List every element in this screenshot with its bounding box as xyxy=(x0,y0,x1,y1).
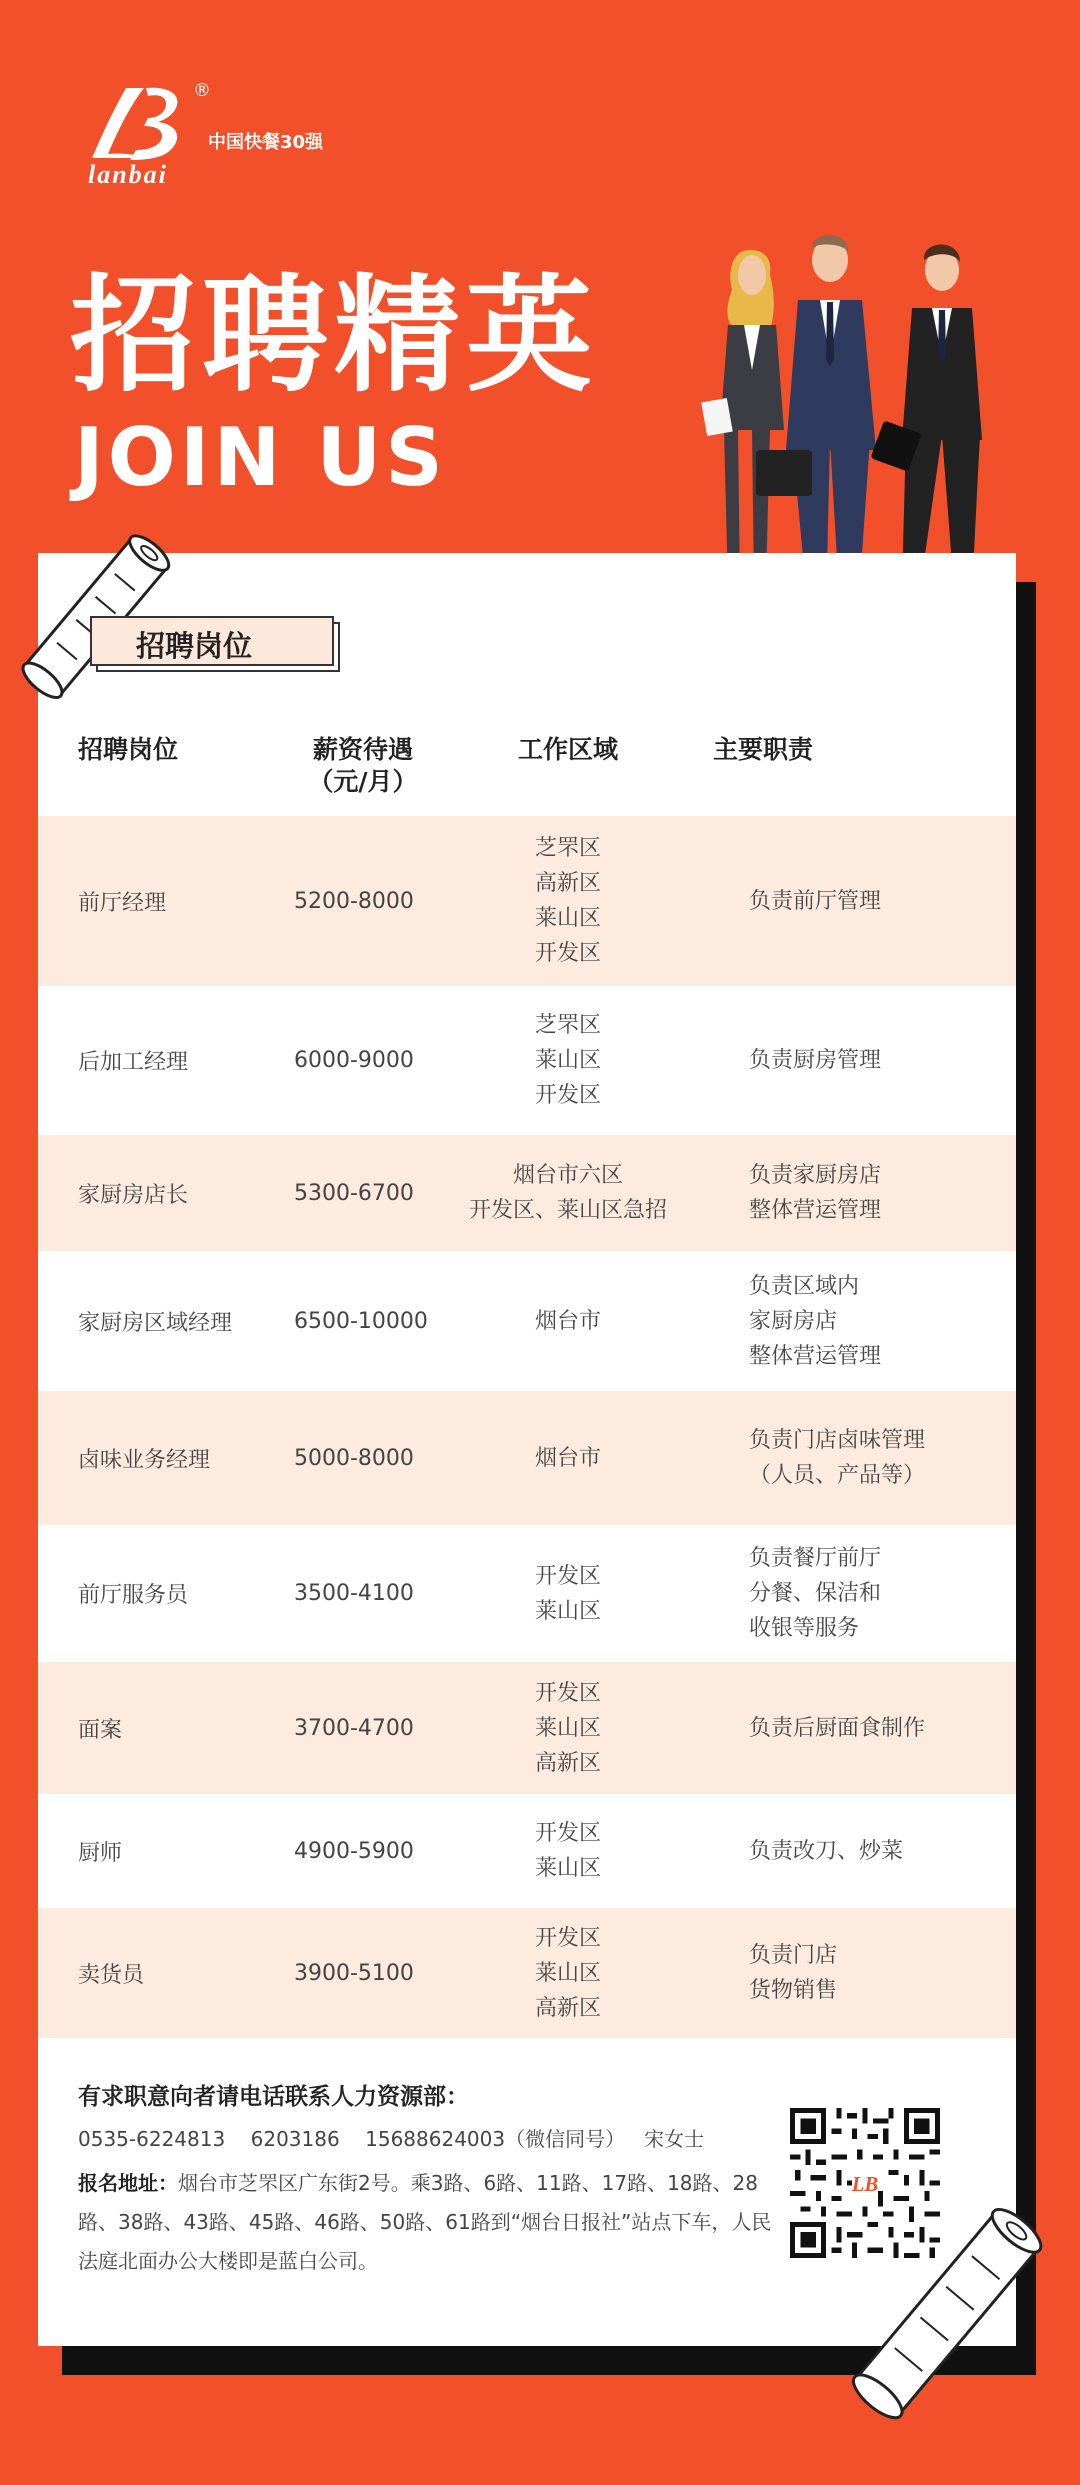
logo-wordmark: lanbai xyxy=(88,160,168,189)
cell-position: 卖货员 xyxy=(78,1962,145,1988)
cell-duty: 负责后厨面食制作 xyxy=(749,1715,926,1741)
lanbai-logo xyxy=(78,80,328,190)
registered-mark: ® xyxy=(193,80,211,101)
cell-duty: 负责门店 货物销售 xyxy=(749,1943,838,2003)
lb-logo-mark xyxy=(78,80,198,170)
cell-salary: 6000-9000 xyxy=(294,1048,414,1073)
cell-position: 卤味业务经理 xyxy=(78,1447,211,1473)
cell-duty: 负责餐厅前厅 分餐、保洁和 收银等服务 xyxy=(749,1546,882,1641)
cell-duty: 负责门店卤味管理 （人员、产品等） xyxy=(749,1428,926,1488)
table-row xyxy=(38,986,1016,1135)
cell-area: 开发区 莱山区 高新区 xyxy=(534,1680,601,1776)
cell-area: 开发区 莱山区 xyxy=(534,1821,601,1881)
cell-duty: 负责区域内 家厨房店 整体营运管理 xyxy=(749,1273,882,1369)
cell-area: 开发区 莱山区 xyxy=(534,1563,601,1624)
job-table xyxy=(38,712,1016,2038)
cell-position: 后加工经理 xyxy=(78,1050,189,1075)
header-position: 招聘岗位 xyxy=(78,735,179,764)
table-row xyxy=(38,1662,1016,1794)
cell-position: 前厅服务员 xyxy=(78,1583,189,1608)
contact-section xyxy=(78,2078,778,2281)
cell-salary: 5200-8000 xyxy=(294,888,414,914)
table-row xyxy=(38,1525,1016,1662)
cell-position: 厨师 xyxy=(78,1840,123,1866)
contact-heading: 有求职意向者请电话联系人力资源部： xyxy=(78,2084,469,2110)
cell-duty: 负责厨房管理 xyxy=(749,1048,882,1073)
cell-area: 烟台市六区 开发区、莱山区急招 xyxy=(468,1163,667,1223)
cell-position: 家厨房区域经理 xyxy=(78,1310,233,1336)
cell-salary: 3900-5100 xyxy=(294,1960,414,1986)
cell-area: 烟台市 xyxy=(534,1308,601,1334)
cell-salary: 3700-4700 xyxy=(294,1715,414,1741)
table-row xyxy=(38,816,1016,986)
contact-address xyxy=(78,2164,778,2281)
svg-text:LB: LB xyxy=(851,2173,879,2196)
cell-area: 芝罘区 莱山区 开发区 xyxy=(534,1013,601,1108)
table-row xyxy=(38,1251,1016,1391)
cell-area: 芝罘区 高新区 莱山区 开发区 xyxy=(534,836,601,966)
header-duty: 主要职责 xyxy=(713,735,814,764)
table-row xyxy=(38,1908,1016,2038)
table-row xyxy=(38,1391,1016,1525)
cell-salary: 5000-8000 xyxy=(294,1445,414,1471)
page-subtitle: JOIN US xyxy=(74,411,447,504)
address-label: 报名地址： xyxy=(78,2171,178,2195)
cell-area: 烟台市 xyxy=(534,1445,601,1471)
address-text: 烟台市芝罘区广东街2号。乘3路、6路、11路、17路、18路、28路、38路、43路、45路、46路、50路、61路到“烟台日报社”站点下车，人民法庭北面办公大楼即是蓝白公司。 xyxy=(78,2171,772,2273)
cell-area: 开发区 莱山区 高新区 xyxy=(534,1925,601,2021)
cell-salary: 6500-10000 xyxy=(294,1308,428,1334)
tagline: 中国快餐30强 xyxy=(208,132,324,153)
cell-salary: 5300-6700 xyxy=(294,1180,414,1206)
cell-salary: 3500-4100 xyxy=(294,1581,414,1606)
cell-position: 面案 xyxy=(78,1717,123,1743)
header-salary xyxy=(298,734,428,798)
scroll-decoration-icon xyxy=(835,2195,1060,2445)
cell-duty: 负责前厅管理 xyxy=(749,888,882,914)
header-area: 工作区域 xyxy=(517,735,618,764)
header-salary-line1: 薪资待遇 xyxy=(312,735,413,764)
cell-duty: 负责改刀、炒菜 xyxy=(749,1838,904,1864)
table-header xyxy=(38,712,1016,816)
cell-position: 前厅经理 xyxy=(78,890,167,916)
page-title: 招聘精英 xyxy=(70,261,598,409)
cell-duty: 负责家厨房店 整体营运管理 xyxy=(749,1163,882,1223)
table-row xyxy=(38,1135,1016,1251)
table-row xyxy=(38,1794,1016,1908)
header-salary-line2: （元/月） xyxy=(308,767,418,796)
cell-salary: 4900-5900 xyxy=(294,1838,414,1864)
contact-phones: 0535-6224813 6203186 15688624003（微信同号） 宋女士 xyxy=(78,2127,705,2151)
section-tag-label: 招聘岗位 xyxy=(136,629,253,663)
section-tag xyxy=(90,616,340,672)
cell-position: 家厨房店长 xyxy=(78,1182,189,1208)
